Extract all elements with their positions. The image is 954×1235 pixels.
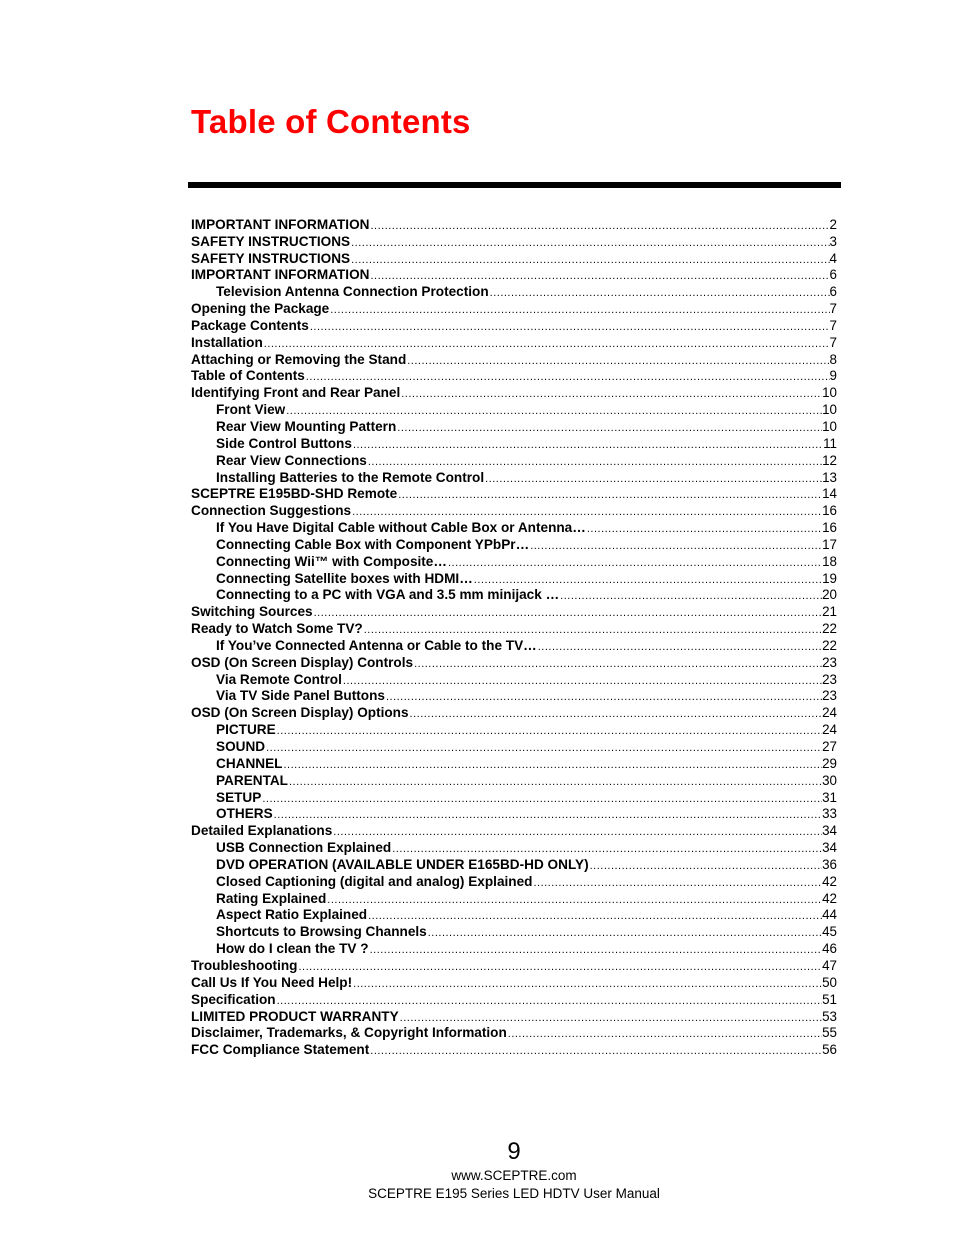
- toc-dot-leader: [313, 606, 822, 620]
- toc-entry: [191, 233, 837, 250]
- toc-entry-label: OSD (On Screen Display) Controls: [191, 654, 414, 670]
- toc-dot-leader: [326, 893, 822, 907]
- toc-entry: [191, 536, 837, 553]
- toc-entry-page: 7: [829, 301, 837, 317]
- toc-entry-page: 19: [822, 570, 837, 586]
- toc-dot-leader: [367, 455, 822, 469]
- toc-entry-page: 3: [829, 233, 837, 249]
- toc-entry-label: Disclaimer, Trademarks, & Copyright Information: [191, 1025, 507, 1041]
- toc-entry: [191, 704, 837, 721]
- toc-entry-page: 44: [822, 907, 837, 923]
- toc-entry-label: If You Have Digital Cable without Cable Box or Antenna…: [216, 520, 586, 536]
- toc-entry-label: IMPORTANT INFORMATION: [191, 216, 370, 232]
- toc-entry-page: 12: [822, 452, 837, 468]
- toc-entry: [191, 806, 837, 823]
- toc-entry-label: Connecting Satellite boxes with HDMI…: [216, 570, 473, 586]
- toc-dot-leader: [350, 236, 829, 250]
- toc-dot-leader: [385, 690, 822, 704]
- toc-entry-label: How do I clean the TV ?: [216, 941, 369, 957]
- footer-manual-title: SCEPTRE E195 Series LED HDTV User Manual: [368, 1186, 660, 1201]
- toc-entry-page: 6: [829, 284, 837, 300]
- toc-entry: [191, 384, 837, 401]
- toc-dot-leader: [276, 994, 822, 1008]
- toc-entry-label: Opening the Package: [191, 301, 330, 317]
- page-number: 9: [507, 1138, 521, 1165]
- toc-entry-page: 29: [822, 755, 837, 771]
- toc-entry: [191, 334, 837, 351]
- toc-entry: [191, 1008, 837, 1025]
- toc-entry: [191, 300, 837, 317]
- toc-entry-page: 42: [822, 890, 837, 906]
- toc-entry-page: 33: [822, 806, 837, 822]
- toc-entry-label: Aspect Ratio Explained: [216, 907, 368, 923]
- toc-entry-page: 9: [829, 368, 837, 384]
- toc-entry: [191, 486, 837, 503]
- toc-entry: [191, 721, 837, 738]
- toc-entry-page: 14: [822, 486, 837, 502]
- toc-entry-page: 24: [822, 722, 837, 738]
- toc-entry: [191, 283, 837, 300]
- toc-entry: [191, 1025, 837, 1042]
- toc-entry-label: SOUND: [216, 739, 266, 754]
- toc-dot-leader: [484, 472, 822, 486]
- toc-dot-leader: [265, 741, 822, 755]
- toc-entry: [191, 603, 837, 620]
- page-title: Table of Contents: [191, 103, 471, 140]
- toc-entry-label: SAFETY INSTRUCTIONS: [191, 233, 351, 249]
- toc-entry-page: 34: [822, 840, 837, 856]
- toc-dot-leader: [413, 657, 822, 671]
- toc-entry-label: IMPORTANT INFORMATION: [191, 267, 370, 283]
- toc-entry: [191, 435, 837, 452]
- toc-dot-leader: [586, 522, 822, 536]
- toc-entry: [191, 873, 837, 890]
- toc-entry-label: Front View: [216, 402, 286, 418]
- toc-entry-label: USB Connection Explained: [216, 840, 392, 856]
- toc-entry-page: 6: [829, 267, 837, 283]
- toc-entry-label: Package Contents: [191, 317, 309, 333]
- toc-entry-label: Switching Sources: [191, 604, 313, 620]
- toc-entry: [191, 637, 837, 654]
- toc-entry-page: 56: [822, 1042, 837, 1058]
- toc-dot-leader: [400, 387, 822, 401]
- toc-dot-leader: [406, 354, 829, 368]
- toc-entry-label: If You’ve Connected Antenna or Cable to the TV…: [216, 637, 537, 653]
- toc-dot-leader: [589, 859, 822, 873]
- toc-entry-label: OTHERS: [216, 806, 273, 822]
- toc-dot-leader: [409, 707, 823, 721]
- toc-entry-label: Rear View Connections: [216, 452, 367, 468]
- toc-entry-page: 8: [829, 351, 837, 367]
- toc-entry-label: LIMITED PRODUCT WARRANTY: [191, 1008, 399, 1024]
- toc-list: [191, 216, 837, 1058]
- toc-entry-label: Connecting Cable Box with Component YPbPr…: [216, 536, 530, 552]
- toc-entry: [191, 587, 837, 604]
- toc-entry: [191, 940, 837, 957]
- toc-entry: [191, 991, 837, 1008]
- toc-entry-label: Connection Suggestions: [191, 503, 352, 519]
- toc-dot-leader: [351, 505, 822, 519]
- toc-entry-page: 21: [822, 604, 837, 620]
- toc-entry: [191, 1041, 837, 1058]
- toc-dot-leader: [352, 977, 822, 991]
- toc-entry: [191, 452, 837, 469]
- toc-dot-leader: [282, 758, 822, 772]
- toc-dot-leader: [473, 573, 822, 587]
- toc-dot-leader: [537, 640, 822, 654]
- toc-entry-label: Connecting Wii™ with Composite…: [216, 553, 447, 569]
- toc-dot-leader: [489, 286, 830, 300]
- title-divider: [188, 182, 841, 188]
- toc-entry-label: Rating Explained: [216, 890, 327, 906]
- toc-entry: [191, 688, 837, 705]
- toc-dot-leader: [427, 926, 822, 940]
- toc-dot-leader: [369, 943, 823, 957]
- toc-entry-label: Identifying Front and Rear Panel: [191, 385, 401, 401]
- toc-entry-page: 16: [822, 520, 837, 536]
- toc-dot-leader: [285, 404, 822, 418]
- toc-entry-label: Specification: [191, 991, 276, 1007]
- toc-dot-leader: [396, 421, 822, 435]
- toc-entry-page: 10: [822, 385, 837, 401]
- toc-dot-leader: [288, 775, 822, 789]
- toc-entry-label: Ready to Watch Some TV?: [191, 621, 363, 637]
- toc-entry-label: Attaching or Removing the Stand: [191, 351, 407, 367]
- toc-dot-leader: [305, 370, 830, 384]
- toc-entry-label: Table of Contents: [191, 368, 305, 384]
- toc-entry: [191, 907, 837, 924]
- toc-entry-label: Side Control Buttons: [216, 435, 352, 451]
- toc-entry: [191, 772, 837, 789]
- toc-entry-label: DVD OPERATION (AVAILABLE UNDER E165BD-HD ONLY): [216, 856, 589, 872]
- toc-entry-page: 34: [822, 823, 837, 839]
- toc-entry: [191, 502, 837, 519]
- toc-entry: [191, 789, 837, 806]
- toc-entry: [191, 469, 837, 486]
- toc-entry: [191, 671, 837, 688]
- toc-entry-label: PARENTAL: [216, 772, 288, 788]
- toc-entry-label: Installation: [191, 334, 263, 350]
- toc-dot-leader: [352, 438, 823, 452]
- toc-entry: [191, 957, 837, 974]
- toc-entry-page: 10: [822, 418, 837, 434]
- toc-entry: [191, 368, 837, 385]
- toc-entry-page: 46: [822, 941, 837, 957]
- toc-entry-label: Call Us If You Need Help!: [191, 974, 353, 990]
- toc-dot-leader: [276, 724, 822, 738]
- toc-entry: [191, 856, 837, 873]
- toc-entry-page: 42: [822, 873, 837, 889]
- toc-dot-leader: [447, 556, 822, 570]
- toc-entry-page: 20: [822, 587, 837, 603]
- toc-entry-label: CHANNEL: [216, 755, 283, 771]
- toc-entry-label: SCEPTRE E195BD-SHD Remote: [191, 486, 398, 502]
- toc-dot-leader: [367, 909, 822, 923]
- toc-dot-leader: [261, 792, 822, 806]
- toc-dot-leader: [332, 825, 822, 839]
- toc-entry-page: 18: [822, 553, 837, 569]
- toc-entry-page: 50: [822, 974, 837, 990]
- toc-entry-page: 45: [822, 924, 837, 940]
- toc-entry: [191, 923, 837, 940]
- toc-entry: [191, 519, 837, 536]
- toc-dot-leader: [529, 539, 822, 553]
- toc-entry-page: 4: [829, 250, 837, 266]
- toc-entry: [191, 755, 837, 772]
- toc-entry: [191, 839, 837, 856]
- toc-entry-page: 7: [829, 334, 837, 350]
- toc-dot-leader: [532, 876, 822, 890]
- toc-entry: [191, 401, 837, 418]
- toc-entry-page: 2: [829, 216, 837, 232]
- toc-entry: [191, 974, 837, 991]
- toc-dot-leader: [369, 219, 829, 233]
- toc-entry: [191, 570, 837, 587]
- toc-entry-page: 51: [822, 991, 837, 1007]
- toc-entry: [191, 418, 837, 435]
- toc-dot-leader: [397, 488, 822, 502]
- toc-entry-label: Shortcuts to Browsing Channels: [216, 924, 427, 940]
- toc-entry-page: 27: [822, 739, 837, 754]
- toc-entry: [191, 654, 837, 671]
- toc-entry-label: PICTURE: [216, 722, 276, 738]
- toc-entry-label: Television Antenna Connection Protection: [216, 284, 489, 300]
- toc-entry: [191, 553, 837, 570]
- toc-entry-page: 55: [822, 1025, 837, 1041]
- toc-entry-label: SAFETY INSTRUCTIONS: [191, 250, 351, 266]
- toc-entry: [191, 267, 837, 284]
- toc-dot-leader: [273, 808, 822, 822]
- toc-entry-label: Rear View Mounting Pattern: [216, 418, 397, 434]
- toc-entry-label: Via Remote Control: [216, 671, 342, 687]
- toc-entry-page: 23: [822, 671, 837, 687]
- toc-entry-label: OSD (On Screen Display) Options: [191, 705, 409, 721]
- toc-entry: [191, 738, 837, 755]
- toc-entry-page: 7: [829, 317, 837, 333]
- footer-website: www.SCEPTRE.com: [451, 1168, 577, 1183]
- toc-dot-leader: [263, 337, 830, 351]
- toc-entry-page: 31: [822, 789, 837, 805]
- toc-dot-leader: [342, 674, 822, 688]
- toc-entry-page: 22: [822, 637, 837, 653]
- toc-entry-label: Installing Batteries to the Remote Control: [216, 469, 485, 485]
- toc-entry-page: 22: [822, 621, 837, 637]
- toc-entry-page: 17: [822, 536, 837, 552]
- toc-entry-label: Closed Captioning (digital and analog) Explained: [216, 873, 533, 889]
- toc-entry: [191, 822, 837, 839]
- toc-entry-page: 16: [822, 503, 837, 519]
- toc-dot-leader: [391, 842, 822, 856]
- toc-dot-leader: [507, 1027, 822, 1041]
- toc-entry-page: 36: [822, 856, 837, 872]
- toc-entry-label: Detailed Explanations: [191, 823, 333, 839]
- toc-entry-label: Connecting to a PC with VGA and 3.5 mm minijack …: [216, 587, 560, 603]
- toc-dot-leader: [297, 960, 822, 974]
- toc-entry: [191, 216, 837, 233]
- toc-entry-label: FCC Compliance Statement: [191, 1042, 370, 1058]
- toc-dot-leader: [363, 623, 822, 637]
- toc-dot-leader: [369, 1044, 822, 1058]
- toc-dot-leader: [309, 320, 830, 334]
- toc-entry-page: 11: [823, 435, 837, 451]
- toc-entry-page: 47: [822, 957, 837, 973]
- toc-entry: [191, 250, 837, 267]
- toc-dot-leader: [329, 303, 829, 317]
- toc-entry-label: SETUP: [216, 789, 262, 805]
- toc-entry-label: Via TV Side Panel Buttons: [216, 688, 385, 704]
- toc-entry: [191, 890, 837, 907]
- toc-dot-leader: [559, 589, 822, 603]
- toc-entry: [191, 317, 837, 334]
- toc-entry-label: Troubleshooting: [191, 957, 298, 973]
- toc-entry-page: 30: [822, 772, 837, 788]
- toc-entry: [191, 620, 837, 637]
- toc-entry-page: 13: [822, 469, 837, 485]
- toc-entry-page: 10: [822, 402, 837, 418]
- toc-dot-leader: [369, 269, 829, 283]
- toc-entry-page: 53: [822, 1008, 837, 1024]
- toc-entry-page: 23: [822, 654, 837, 670]
- toc-entry: [191, 351, 837, 368]
- toc-dot-leader: [350, 253, 829, 267]
- toc-dot-leader: [399, 1011, 822, 1025]
- toc-entry-page: 24: [822, 705, 837, 721]
- toc-entry-page: 23: [822, 688, 837, 704]
